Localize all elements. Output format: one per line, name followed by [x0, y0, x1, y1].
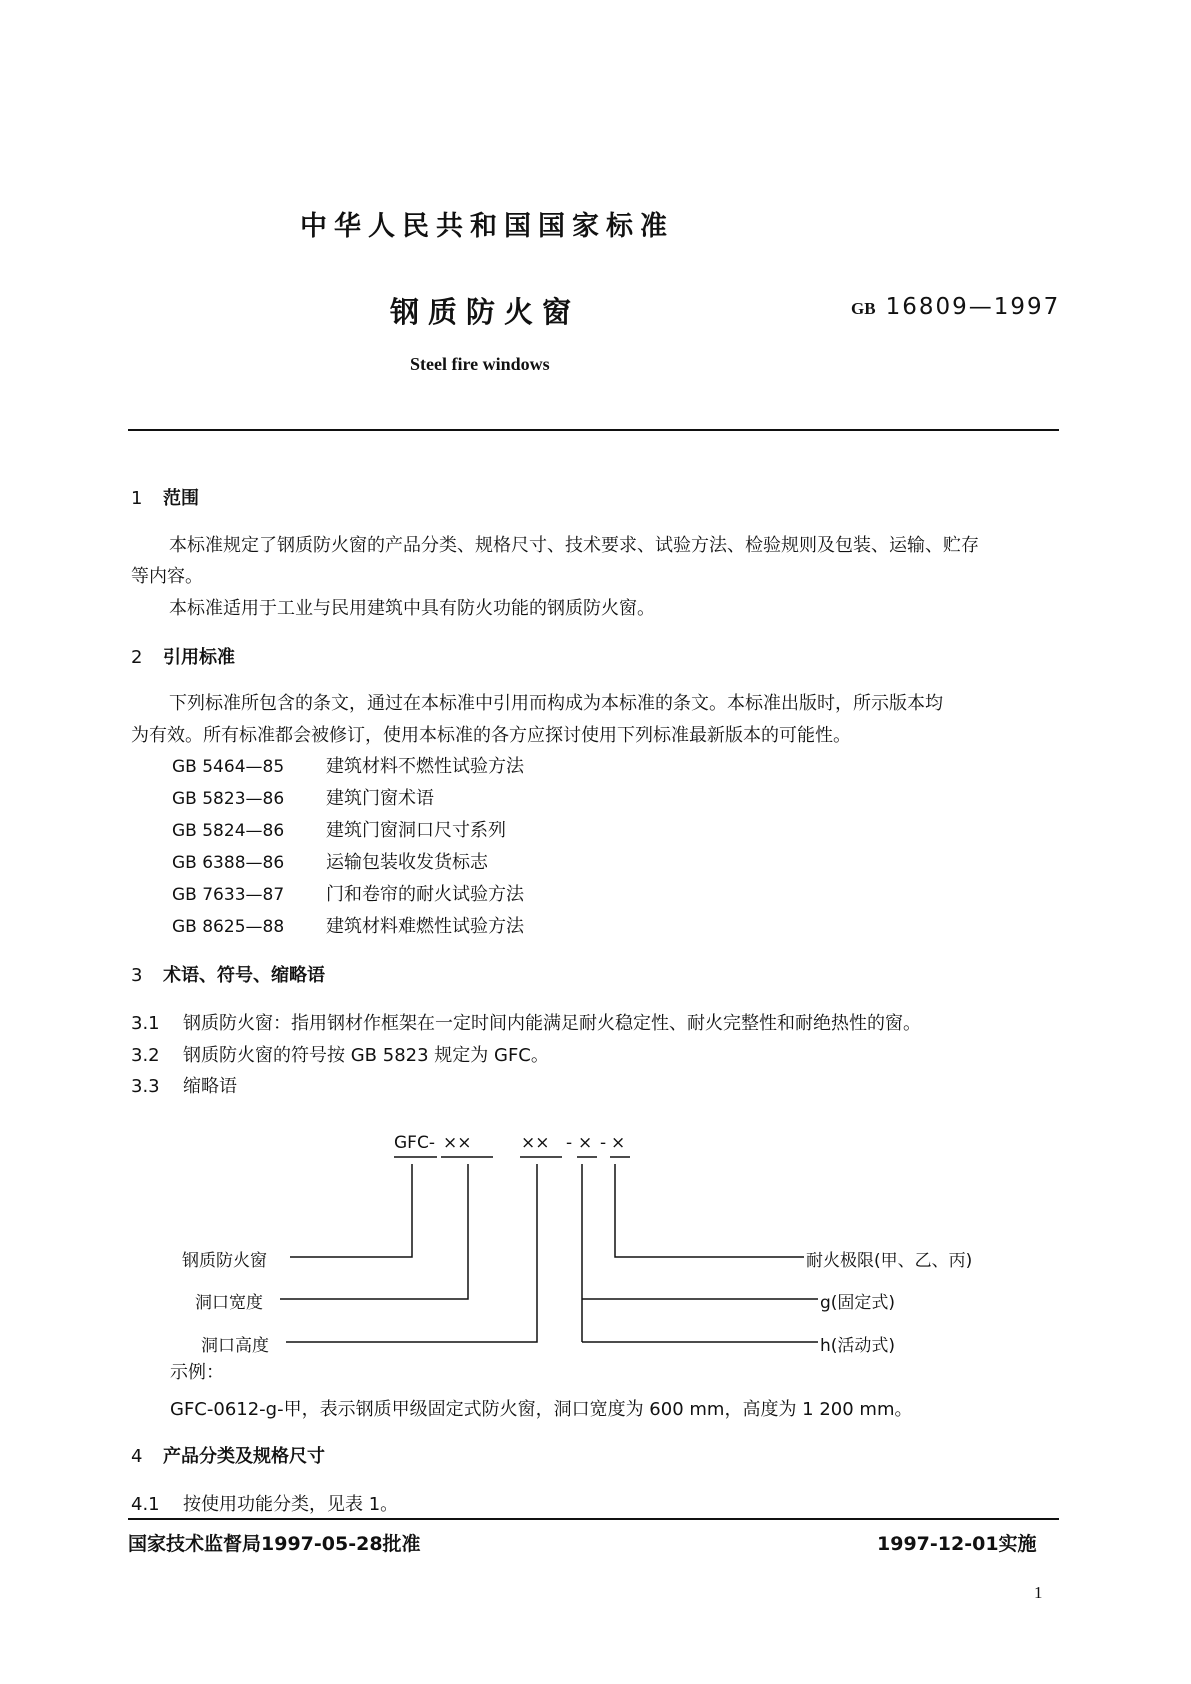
reference-title: 建筑材料不燃性试验方法: [326, 756, 524, 777]
clause-text: 缩略语: [183, 1076, 237, 1097]
example-text: GFC-0612-g-甲，表示钢质甲级固定式防火窗，洞口宽度为 600 mm，高度为 1 200 mm。: [170, 1399, 913, 1420]
reference-code: GB 5823—86: [172, 789, 285, 809]
reference-title: 建筑门窗洞口尺寸系列: [326, 820, 506, 841]
national-standard-heading: 中华人民共和国国家标准: [300, 211, 674, 242]
reference-code: GB 7633—87: [172, 885, 285, 905]
reference-code: GB 5824—86: [172, 821, 285, 841]
clause-text: 钢质防火窗：指用钢材作框架在一定时间内能满足耐火稳定性、耐火完整性和耐绝热性的窗。: [183, 1013, 921, 1034]
section-title: 术语、符号、缩略语: [163, 965, 325, 986]
label-rating: 耐火极限(甲、乙、丙): [806, 1251, 973, 1271]
leader-width: [280, 1164, 468, 1299]
section-1-para2: 本标准适用于工业与民用建筑中具有防火功能的钢质防火窗。: [169, 598, 655, 619]
document-title: 钢质防火窗: [390, 295, 581, 329]
clause-4-1: [131, 1490, 398, 1516]
code-prefix: GFC-: [394, 1133, 435, 1153]
clause-text: 按使用功能分类，见表 1。: [183, 1494, 399, 1515]
section-number: 4: [131, 1446, 143, 1467]
implementation-date: 1997-12-01实施: [877, 1533, 1037, 1555]
bottom-divider: [128, 1518, 1059, 1520]
section-4-heading: [131, 1442, 325, 1468]
label-movable: h(活动式): [820, 1336, 896, 1356]
section-title: 产品分类及规格尺寸: [163, 1446, 325, 1467]
section-2-para-line1: 下列标准所包含的条文，通过在本标准中引用而构成为本标准的条文。本标准出版时，所示版本均: [169, 693, 943, 714]
leader-window: [290, 1164, 412, 1257]
code-separator: -: [566, 1133, 573, 1153]
code-type-placeholder: ×: [578, 1133, 593, 1153]
section-number: 2: [131, 647, 143, 668]
leader-rating: [615, 1164, 804, 1257]
reference-title: 建筑门窗术语: [326, 788, 434, 809]
clause-number: 3.3: [131, 1076, 160, 1097]
standard-prefix: GB: [851, 299, 876, 318]
code-separator: -: [600, 1133, 607, 1153]
label-fixed: g(固定式): [820, 1293, 896, 1313]
label-width: 洞口宽度: [195, 1293, 263, 1313]
approval-line: 国家技术监督局1997-05-28批准: [128, 1533, 421, 1555]
code-width-placeholder: ××: [443, 1133, 472, 1153]
page-number: 1: [1034, 1583, 1043, 1602]
reference-code: GB 5464—85: [172, 757, 285, 777]
section-title: 引用标准: [163, 647, 235, 668]
reference-code: GB 8625—88: [172, 917, 285, 937]
reference-title: 运输包装收发货标志: [326, 852, 488, 873]
section-number: 1: [131, 488, 143, 509]
clause-text: 钢质防火窗的符号按 GB 5823 规定为 GFC。: [183, 1045, 549, 1066]
section-number: 3: [131, 965, 143, 986]
section-2-para-line2: 为有效。所有标准都会被修订，使用本标准的各方应探讨使用下列标准最新版本的可能性。: [131, 725, 851, 746]
clause-number: 3.2: [131, 1045, 160, 1066]
label-window: 钢质防火窗: [182, 1251, 267, 1271]
label-height: 洞口高度: [201, 1336, 269, 1356]
standard-code: 16809—1997: [885, 294, 1061, 320]
section-1-para1-line1: 本标准规定了钢质防火窗的产品分类、规格尺寸、技术要求、试验方法、检验规则及包装、运输、贮存: [169, 535, 979, 556]
section-title: 范围: [163, 488, 199, 509]
section-1-para1-line2: 等内容。: [131, 566, 203, 587]
code-rating-placeholder: ×: [611, 1133, 626, 1153]
reference-title: 建筑材料难燃性试验方法: [326, 916, 524, 937]
clause-number: 3.1: [131, 1013, 160, 1034]
english-title: Steel fire windows: [410, 354, 550, 374]
clause-number: 4.1: [131, 1494, 160, 1515]
reference-title: 门和卷帘的耐火试验方法: [326, 884, 524, 905]
example-label: 示例：: [170, 1362, 224, 1383]
reference-code: GB 6388—86: [172, 853, 285, 873]
code-height-placeholder: ××: [521, 1133, 550, 1153]
